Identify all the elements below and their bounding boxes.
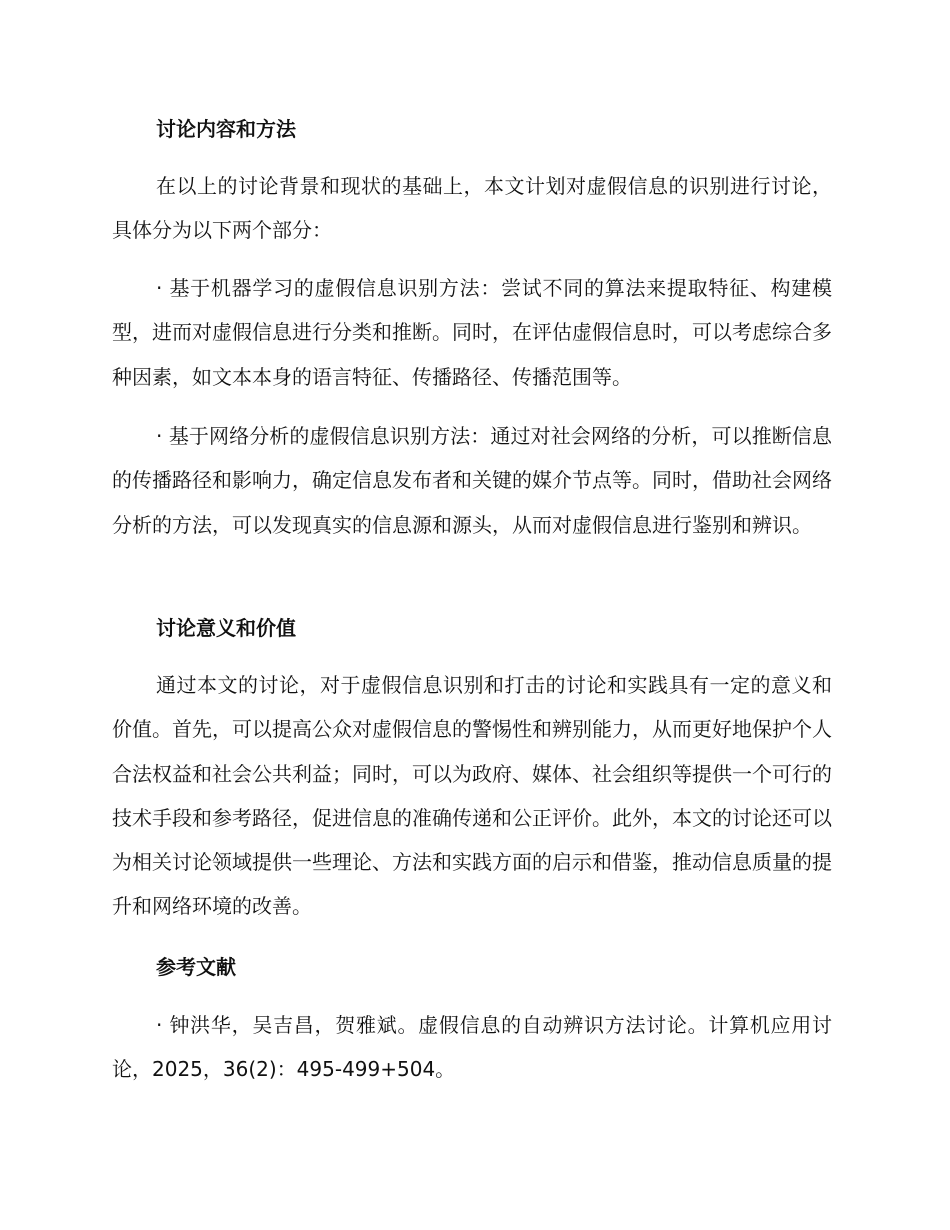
intro-paragraph: 在以上的讨论背景和现状的基础上，本文计划对虚假信息的识别进行讨论，具体分为以下两个部分： — [112, 174, 832, 243]
significance-paragraph: 通过本文的讨论，对于虚假信息识别和打击的讨论和实践具有一定的意义和价值。首先，可以提高公众对虚假信息的警惕性和辨别能力，从而更好地保护个人合法权益和社会公共利益；同时，可以为政府、媒体、社会组织等提供一个可行的技术手段和参考路径，促进信息的准确传递和公正评价。此外，本文的讨论还可以为相关讨论领域提供一些理论、方法和实践方面的启示和借鉴，推动信息质量的提升和网络环境的改善。 — [112, 673, 832, 919]
reference-item: · 钟洪华，吴吉昌，贺雅斌。虚假信息的自动辨识方法讨论。计算机应用讨论，2025，36(2)：495-499+504。 — [112, 1013, 832, 1082]
section-heading-references: 参考文献 — [156, 955, 236, 979]
bullet-ml-method: · 基于机器学习的虚假信息识别方法：尝试不同的算法来提取特征、构建模型，进而对虚假信息进行分类和推断。同时，在评估虚假信息时，可以考虑综合多种因素，如文本本身的语言特征、传播路径、传播范围等。 — [112, 276, 832, 389]
section-heading-significance: 讨论意义和价值 — [156, 616, 296, 640]
section-heading-content-method: 讨论内容和方法 — [156, 117, 296, 141]
bullet-network-method: · 基于网络分析的虚假信息识别方法：通过对社会网络的分析，可以推断信息的传播路径和影响力，确定信息发布者和关键的媒介节点等。同时，借助社会网络分析的方法，可以发现真实的信息源和源头，从而对虚假信息进行鉴别和辨识。 — [112, 424, 832, 537]
